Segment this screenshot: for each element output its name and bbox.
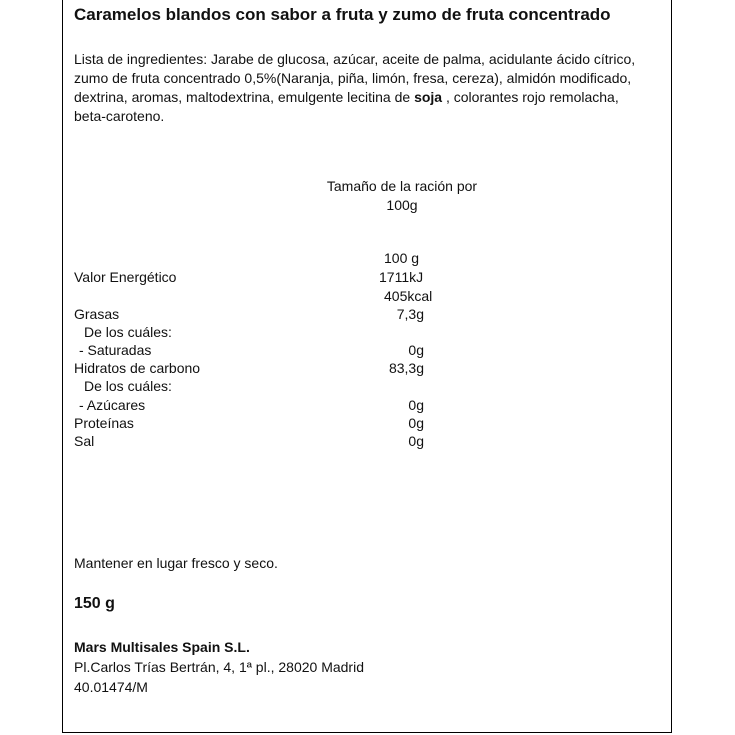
- company-address: Pl.Carlos Trías Bertrán, 4, 1ª pl., 28020 Madrid: [74, 659, 364, 675]
- serving-header-line1: Tamaño de la ración por: [326, 178, 478, 194]
- nutrition-label-of-which-2: De los cuáles:: [84, 378, 172, 394]
- nutrition-label-salt: Sal: [74, 433, 95, 449]
- nutrition-value-fat: 7,3g: [396, 306, 424, 322]
- serving-header-line2: 100g: [386, 197, 418, 213]
- nutrition-label-of-which: De los cuáles:: [84, 324, 172, 340]
- company-registry: 40.01474/M: [74, 679, 148, 695]
- ingredients-text-end: , colorantes rojo remolacha, beta-caroteno.: [74, 89, 619, 124]
- storage-instructions: Mantener en lugar fresco y seco.: [74, 555, 278, 571]
- company-name: Mars Multisales Spain S.L.: [74, 639, 250, 655]
- nutrition-value-saturated: 0g: [408, 342, 424, 358]
- nutrition-value-energy-kcal: 405kcal: [384, 288, 433, 304]
- nutrition-column-header: 100 g: [384, 250, 420, 266]
- nutrition-label-protein: Proteínas: [74, 415, 134, 431]
- allergen-soja: soja: [414, 89, 443, 105]
- nutrition-value-salt: 0g: [408, 433, 424, 449]
- nutrition-label-saturated: - Saturadas: [79, 342, 152, 358]
- nutrition-value-protein: 0g: [408, 415, 424, 431]
- product-title: Caramelos blandos con sabor a fruta y zumo de fruta concentrado: [74, 5, 611, 24]
- nutrition-value-sugars: 0g: [408, 397, 424, 413]
- nutrition-value-carbs: 83,3g: [388, 360, 424, 376]
- nutrition-label-fat: Grasas: [74, 306, 120, 322]
- net-weight: 150 g: [74, 595, 115, 612]
- nutrition-label-carbs: Hidratos de carbono: [74, 360, 201, 376]
- nutrition-label-energy: Valor Energético: [74, 269, 177, 285]
- ingredients-list: [74, 50, 654, 126]
- nutrition-value-energy-kj: 1711kJ: [379, 269, 424, 285]
- ingredients-text: Lista de ingredientes: Jarabe de glucosa, azúcar, aceite de palma, acidulante ácido cítrico, zumo de fruta concentrado 0,5%(Naranja, piña, limón, fresa, cereza), almidón modificado, dextrina, aromas, maltodextrina, emulgente lecitina de: [74, 51, 636, 105]
- nutrition-label-sugars: - Azúcares: [79, 397, 146, 413]
